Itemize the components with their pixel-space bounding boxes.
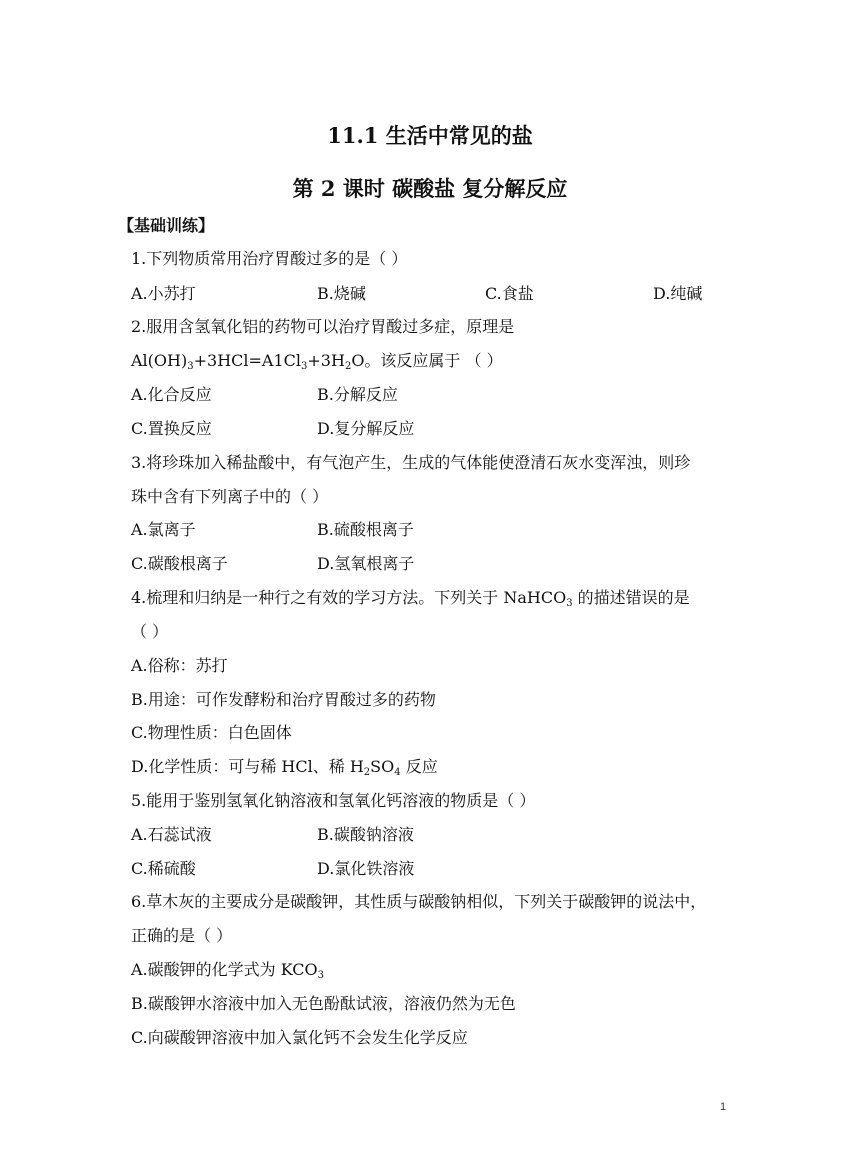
question-3-stem-line-1: 3.将珍珠加入稀盐酸中，有气泡产生，生成的气体能使澄清石灰水变浑浊，则珍 xyxy=(131,453,691,472)
question-2-equation: $Al(OH)_3+3HCl=A1Cl_3+3H_2O$。该反应属于 （ ） xyxy=(131,351,503,372)
q5-option-b: B.碳酸钠溶液 xyxy=(317,825,414,844)
q1-option-b: B.烧碱 xyxy=(317,284,366,303)
q1-option-d: D.纯碱 xyxy=(653,284,703,303)
q4-option-c: C.物理性质：白色固体 xyxy=(131,723,292,742)
question-2-stem: 2.服用含氢氧化铝的药物可以治疗胃酸过多症，原理是 xyxy=(131,317,515,336)
q2-option-b: B.分解反应 xyxy=(317,385,398,404)
question-4-stem-line-2: （ ） xyxy=(131,622,169,641)
q2-option-c: C.置换反应 xyxy=(131,419,212,438)
q3-option-b: B.硫酸根离子 xyxy=(317,520,414,539)
question-6-stem-line-2: 正确的是（ ） xyxy=(131,926,233,945)
q4-option-a: A.俗称：苏打 xyxy=(131,656,228,675)
q4-option-d: D.化学性质：可与稀 HCl、稀 $H_2SO_4$ 反应 xyxy=(131,757,438,778)
q6-option-a: A.碳酸钾的化学式为 $KCO_3$ xyxy=(131,960,324,981)
q5-option-d: D.氯化铁溶液 xyxy=(317,859,415,878)
q5-option-a: A.石蕊试液 xyxy=(131,825,212,844)
question-6-stem-line-1: 6.草木灰的主要成分是碳酸钾，其性质与碳酸钠相似，下列关于碳酸钾的说法中， xyxy=(131,892,707,911)
section-label: 【基础训练】 xyxy=(118,216,215,235)
q5-option-c: C.稀硫酸 xyxy=(131,859,196,878)
q4-option-b: B.用途：可作发酵粉和治疗胃酸过多的药物 xyxy=(131,690,436,709)
q6-option-b: B.碳酸钾水溶液中加入无色酚酞试液，溶液仍然为无色 xyxy=(131,994,516,1013)
q3-option-d: D.氢氧根离子 xyxy=(317,554,415,573)
question-5-stem: 5.能用于鉴别氢氧化钠溶液和氢氧化钙溶液的物质是（ ） xyxy=(131,791,536,810)
q6-option-c: C.向碳酸钾溶液中加入氯化钙不会发生化学反应 xyxy=(131,1028,468,1047)
q1-option-a: A.小苏打 xyxy=(131,284,196,303)
page-number: 1 xyxy=(720,1101,727,1113)
document-subtitle: 第 2 课时 碳酸盐 复分解反应 xyxy=(292,176,568,201)
question-3-stem-line-2: 珠中含有下列离子中的（ ） xyxy=(131,487,329,506)
question-1-stem: 1.下列物质常用治疗胃酸过多的是（ ） xyxy=(131,249,408,268)
q2-option-d: D.复分解反应 xyxy=(317,419,415,438)
question-4-stem-line-1: 4.梳理和归纳是一种行之有效的学习方法。下列关于 NaHCO$_3$ 的描述错误的是 xyxy=(131,588,690,609)
q1-option-c: C.食盐 xyxy=(485,284,534,303)
q2-option-a: A.化合反应 xyxy=(131,385,212,404)
q3-option-a: A.氯离子 xyxy=(131,520,196,539)
q3-option-c: C.碳酸根离子 xyxy=(131,554,228,573)
document-title: 11.1 生活中常见的盐 xyxy=(327,123,533,148)
